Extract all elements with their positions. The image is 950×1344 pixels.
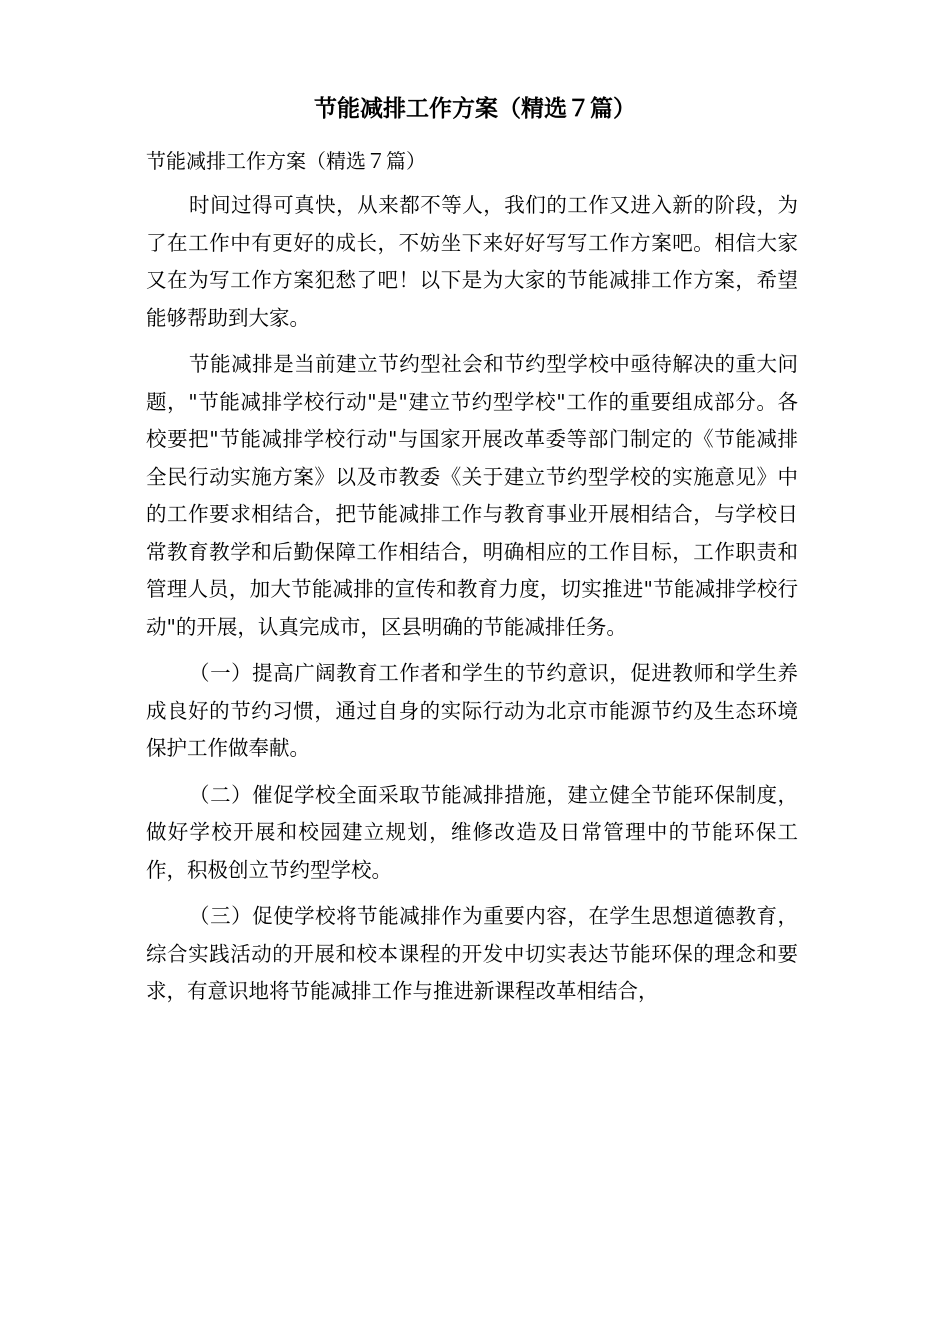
document-body xyxy=(146,187,798,1020)
paragraph-intro: 时间过得可真快，从来都不等人，我们的工作又进入新的阶段，为了在工作中有更好的成长，不妨坐下来好好写写工作方案吧。相信大家又在为写工作方案犯愁了吧！以下是为大家的节能减排工作方案，希望能够帮助到大家。 xyxy=(146,193,798,330)
paragraph-goal-2: （二）催促学校全面采取节能减排措施，建立健全节能环保制度，做好学校开展和校园建立规划，维修改造及日常管理中的节能环保工作，积极创立节约型学校。 xyxy=(146,782,798,882)
document-subtitle: 节能减排工作方案（精选７篇） xyxy=(146,149,426,173)
paragraph-goal-1: （一）提高广阔教育工作者和学生的节约意识，促进教师和学生养成良好的节约习惯，通过自身的实际行动为北京市能源节约及生态环境保护工作做奉献。 xyxy=(146,661,798,760)
paragraph-overview: 节能减排是当前建立节约型社会和节约型学校中亟待解决的重大问题，"节能减排学校行动"是"建立节约型学校"工作的重要组成部分。各校要把"节能减排学校行动"与国家开展改革委等部门制定的《节能减排全民行动实施方案》以及市教委《关于建立节约型学校的实施意见》中的工作要求相结合，把节能减排工作与教育事业开展相结合，与学校日常教育教学和后勤保障工作相结合，明确相应的工作目标，工作职责和管理人员，加大节能减排的宣传和教育力度，切实推进"节能减排学校行动"的开展，认真完成市，区县明确的节能减排任务。 xyxy=(146,352,798,639)
paragraph-goal-3: （三）促使学校将节能减排作为重要内容，在学生思想道德教育，综合实践活动的开展和校本课程的开发中切实表达节能环保的理念和要求，有意识地将节能减排工作与推进新课程改革相结合， xyxy=(146,904,798,1003)
document-title: 节能减排工作方案（精选７篇） xyxy=(314,95,636,122)
